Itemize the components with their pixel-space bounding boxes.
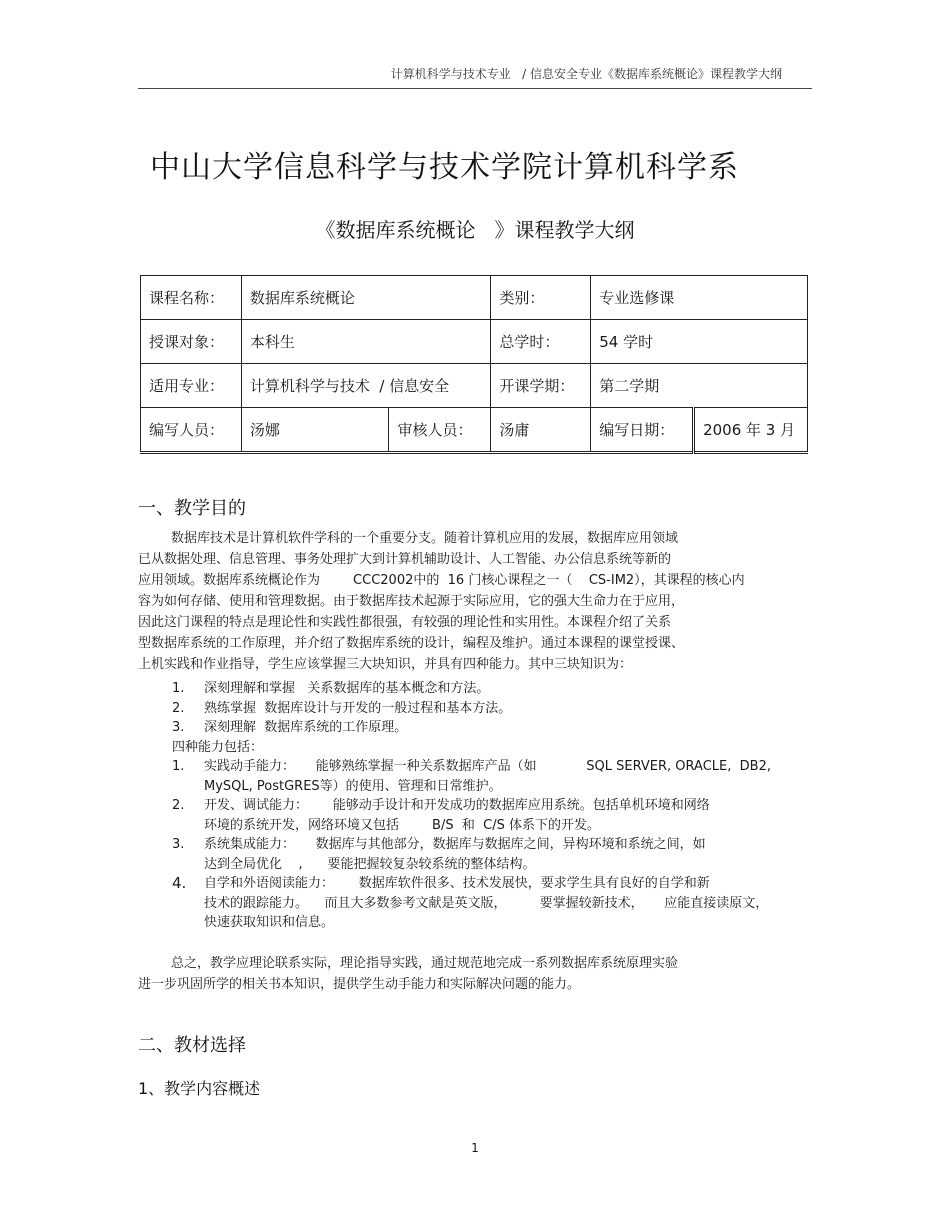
header-rule xyxy=(138,88,812,89)
list-item xyxy=(138,874,828,933)
list-item xyxy=(138,699,828,719)
author-label: 编写人员： xyxy=(141,408,242,453)
date-value: 2006 年 3 月 xyxy=(694,408,808,453)
list-item xyxy=(138,835,828,874)
hours-value: 54 学时 xyxy=(591,320,808,364)
table-row xyxy=(141,364,808,408)
term-value: 第二学期 xyxy=(591,364,808,408)
list-text: 熟练掌握 数据库设计与开发的一般过程和基本方法。 xyxy=(204,700,512,716)
course-name-label: 课程名称： xyxy=(141,276,242,320)
hours-label: 总学时： xyxy=(491,320,591,364)
paragraph-line: 总之，教学应理论联系实际，理论指导实践，通过规范地完成一系列数据库系统原理实验 xyxy=(138,956,679,971)
paragraph-line: 型数据库系统的工作原理，并介绍了数据库系统的设计，编程及维护。通过本课程的课堂授课、 xyxy=(138,636,685,651)
list-number: 1. xyxy=(172,681,185,696)
table-row xyxy=(141,408,808,453)
author-value: 汤娜 xyxy=(241,408,389,453)
list-text: 深刻理解 数据库系统的工作原理。 xyxy=(204,720,408,735)
paragraph-line: 已从数据处理、信息管理、事务处理扩大到计算机辅助设计、人工智能、办公信息系统等新的 xyxy=(138,552,672,567)
section-heading-textbook: 二、教材选择 xyxy=(138,1035,246,1056)
course-info-table xyxy=(140,275,808,454)
category-label: 类别： xyxy=(491,276,591,320)
list-text: 系统集成能力： 数据库与其他部分，数据库与数据库之间，异构环境和系统之间，如 xyxy=(204,837,706,852)
category-value: 专业选修课 xyxy=(591,276,808,320)
document-title: 中山大学信息科学与技术学院计算机科学系 xyxy=(150,150,739,185)
list-text: 技术的跟踪能力。 而且大多数参考文献是英文版， 要掌握较新技术， 应能直接读原文， xyxy=(204,895,769,911)
list-text: 环境的系统开发，网络环境又包括 B/S 和 C/S 体系下的开发。 xyxy=(204,817,600,833)
paragraph-line: 应用领域。数据库系统概论作为 CCC2002中的 16 门核心课程之一（ CS-IM2），其课程的核心内 xyxy=(138,573,745,588)
list-number: 1. xyxy=(172,759,185,774)
reviewer-value: 汤庸 xyxy=(491,408,591,453)
abilities-intro: 四种能力包括： xyxy=(172,739,264,755)
date-label: 编写日期： xyxy=(591,408,694,453)
audience-value: 本科生 xyxy=(241,320,491,364)
paragraph-line: 上机实践和作业指导，学生应该掌握三大块知识，并具有四种能力。其中三块知识为： xyxy=(138,657,633,672)
list-number: 2. xyxy=(172,798,185,813)
list-text: 深刻理解和掌握 关系数据库的基本概念和方法。 xyxy=(204,681,490,696)
list-number: 4. xyxy=(172,874,187,892)
list-item xyxy=(138,718,828,738)
table-row xyxy=(141,276,808,320)
paragraph-line: 数据库技术是计算机软件学科的一个重要分支。随着计算机应用的发展，数据库应用领域 xyxy=(138,531,679,546)
list-text: 自学和外语阅读能力： 数据库软件很多、技术发展快，要求学生具有良好的自学和新 xyxy=(204,876,710,891)
reviewer-label: 审核人员： xyxy=(389,408,491,453)
running-header: 计算机科学与技术专业 / 信息安全专业《数据库系统概论》课程教学大纲 xyxy=(390,67,782,81)
course-name-value: 数据库系统概论 xyxy=(241,276,491,320)
major-label: 适用专业： xyxy=(141,364,242,408)
section-heading-teaching-purpose: 一、教学目的 xyxy=(138,498,246,519)
paragraph-line: 容为如何存储、使用和管理数据。由于数据库技术起源于实际应用，它的强大生命力在于应用， xyxy=(138,594,685,609)
list-item xyxy=(138,679,828,699)
subsection-heading-content-overview: 1、教学内容概述 xyxy=(138,1079,261,1098)
audience-label: 授课对象： xyxy=(141,320,242,364)
list-text: 快速获取知识和信息。 xyxy=(204,915,335,930)
list-text: 达到全局优化 , 要能把握较复杂较系统的整体结构。 xyxy=(204,856,536,872)
term-label: 开课学期： xyxy=(491,364,591,408)
paragraph-line: 进一步巩固所学的相关书本知识，提供学生动手能力和实际解决问题的能力。 xyxy=(138,977,581,992)
table-row xyxy=(141,320,808,364)
list-number: 3. xyxy=(172,720,185,735)
list-item xyxy=(138,796,828,835)
paragraph-line: 因此这门课程的特点是理论性和实践性都很强，有较强的理论性和实用性。本课程介绍了关系 xyxy=(138,615,672,630)
list-number: 3. xyxy=(172,837,185,852)
document-subtitle: 《数据库系统概论 》课程教学大纲 xyxy=(315,218,635,242)
list-text: 实践动手能力： 能够熟练掌握一种关系数据库产品（如 SQL SERVER, ORACLE, DB2, xyxy=(204,759,771,774)
intro-paragraph xyxy=(138,528,818,675)
summary-paragraph xyxy=(138,953,818,995)
page-number: 1 xyxy=(471,1141,479,1155)
list-item xyxy=(138,757,828,796)
knowledge-list xyxy=(138,679,828,933)
list-text: MySQL, PostGRES等）的使用、管理和日常维护。 xyxy=(204,778,502,794)
list-text: 开发、调试能力： 能够动手设计和开发成功的数据库应用系统。包括单机环境和网络 xyxy=(204,798,710,813)
list-number: 2. xyxy=(172,700,185,716)
major-value: 计算机科学与技术 / 信息安全 xyxy=(241,364,491,408)
